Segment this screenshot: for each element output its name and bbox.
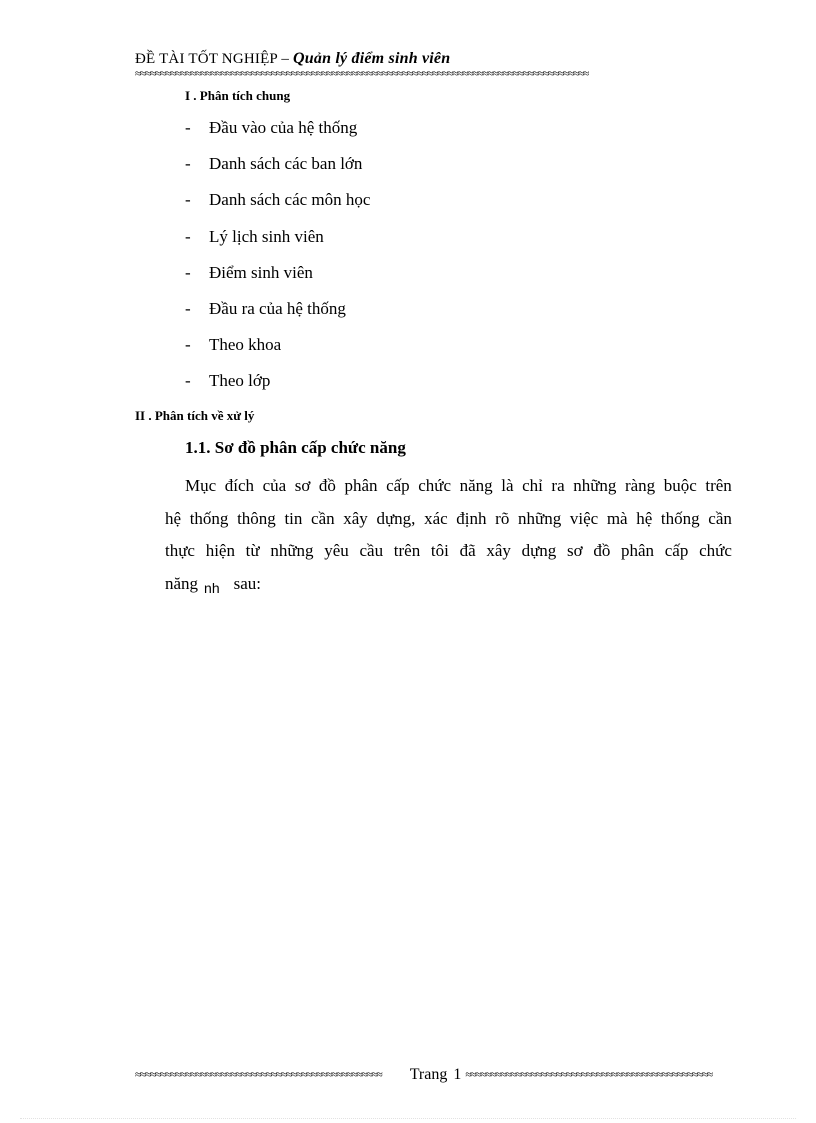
- paragraph-word: xây: [343, 508, 368, 528]
- paragraph-word: thống: [660, 508, 700, 528]
- list-dash: -: [185, 118, 191, 137]
- paragraph-word: hiện: [205, 541, 235, 560]
- list-dash: -: [185, 335, 191, 355]
- paragraph-word: cần: [708, 508, 732, 528]
- paragraph-word: đã: [459, 541, 476, 560]
- list-item: [185, 369, 370, 405]
- paragraph-word: sau:: [233, 573, 262, 593]
- paragraph-word: xây: [486, 541, 511, 560]
- header-topic: Quản lý điểm sinh viên: [293, 50, 451, 67]
- list-dash: -: [185, 262, 191, 282]
- list-item-text: Danh sách các môn học: [209, 190, 371, 210]
- list-item: [185, 152, 370, 188]
- paragraph-word: những: [517, 508, 562, 528]
- paragraph-word: chức: [418, 476, 452, 495]
- list-item-text: Lý lịch sinh viên: [209, 226, 324, 246]
- list-dash: -: [185, 371, 191, 391]
- list-item: [185, 188, 370, 224]
- paragraph-word: từ: [245, 541, 260, 560]
- paragraph-word: chỉ: [522, 476, 543, 495]
- page-bottom-divider: [20, 1118, 796, 1119]
- list-item: [185, 225, 370, 261]
- paragraph-word: cấp: [664, 541, 689, 560]
- page-header: [135, 50, 450, 68]
- footer-page-number: 1: [453, 1066, 462, 1083]
- paragraph-word: ra: [551, 476, 565, 495]
- paragraph-line: [165, 474, 732, 507]
- paragraph-word: định: [456, 508, 487, 528]
- paragraph-word: năng: [459, 476, 493, 495]
- list-dash: -: [185, 226, 191, 246]
- list-item-text: Đầu ra của hệ thống: [209, 298, 346, 318]
- paragraph-word: phân: [621, 541, 655, 560]
- paragraph-word: buộc: [663, 476, 697, 495]
- paragraph-word: cấp: [386, 476, 410, 495]
- paragraph-line: [165, 539, 732, 572]
- paragraph-word: sơ: [294, 476, 311, 495]
- paragraph-word: rõ: [495, 508, 510, 528]
- paragraph-word: dựng: [521, 541, 557, 560]
- list-item: [185, 116, 370, 152]
- paragraph-word: trên: [393, 541, 421, 560]
- paragraph-word: thông: [237, 508, 276, 528]
- paragraph-word: hệ: [636, 508, 653, 528]
- header-ornament-border: ≈≈≈≈≈≈≈≈≈≈≈≈≈≈≈≈≈≈≈≈≈≈≈≈≈≈≈≈≈≈≈≈≈≈≈≈≈≈≈≈≈≈≈≈≈≈≈≈≈≈≈≈≈≈≈≈≈≈≈≈≈≈≈≈≈≈≈≈≈≈≈≈≈≈≈≈≈≈≈≈≈≈≈≈≈≈≈≈≈≈: [135, 68, 589, 80]
- footer-ornament-left: ≈≈≈≈≈≈≈≈≈≈≈≈≈≈≈≈≈≈≈≈≈≈≈≈≈≈≈≈≈≈≈≈≈≈≈≈≈≈≈≈≈≈≈≈≈≈≈≈≈: [135, 1069, 382, 1081]
- list-item: [185, 261, 370, 297]
- paragraph-word: hệ: [165, 508, 182, 528]
- list-dash: -: [185, 190, 191, 210]
- paragraph-word: của: [262, 476, 287, 495]
- paragraph-word: những: [270, 541, 314, 560]
- list-item-text: Danh sách các ban lớn: [209, 154, 363, 174]
- paragraph-word: là: [501, 476, 514, 495]
- paragraph-word: những: [573, 476, 617, 495]
- paragraph-word: yêu: [324, 541, 349, 560]
- paragraph-word: ràng: [624, 476, 656, 495]
- paragraph-word: trên: [705, 476, 732, 495]
- paragraph-line: [165, 507, 732, 540]
- section-1-list: [185, 116, 370, 406]
- paragraph-word: đồ: [593, 541, 611, 560]
- list-item: [185, 333, 370, 369]
- list-dash: -: [185, 154, 191, 174]
- list-item-text: Theo lớp: [209, 371, 271, 391]
- page-footer: [135, 1065, 738, 1085]
- paragraph-word: việc: [569, 508, 599, 528]
- footer-page-label: Trang: [409, 1066, 448, 1083]
- paragraph-word: phân: [344, 476, 378, 495]
- paragraph-word: thống: [189, 508, 229, 528]
- list-item-text: Theo khoa: [209, 335, 282, 355]
- paragraph-word: cần: [311, 508, 335, 528]
- paragraph-word: thực: [165, 541, 195, 560]
- paragraph-word: tôi: [430, 541, 449, 560]
- paragraph-word: năng: [165, 573, 199, 593]
- section-2-heading: II . Phân tích về xử lý: [135, 408, 255, 423]
- subsection-heading: 1.1. Sơ đồ phân cấp chức năng: [185, 438, 406, 457]
- paragraph-word: dựng,: [376, 508, 416, 528]
- paragraph-small-fragment: nh: [204, 579, 220, 596]
- list-dash: -: [185, 298, 191, 318]
- paragraph-word: mà: [606, 508, 628, 528]
- paragraph-word: tin: [284, 508, 303, 528]
- paragraph-line: [165, 572, 732, 605]
- paragraph-word: cầu: [359, 541, 384, 560]
- paragraph-word: đồ: [318, 476, 336, 495]
- footer-ornament-right: ≈≈≈≈≈≈≈≈≈≈≈≈≈≈≈≈≈≈≈≈≈≈≈≈≈≈≈≈≈≈≈≈≈≈≈≈≈≈≈≈≈≈≈≈≈≈≈≈≈: [465, 1069, 713, 1081]
- list-item: [185, 297, 370, 333]
- header-label: ĐỀ TÀI TỐT NGHIỆP –: [135, 51, 294, 67]
- paragraph-word: chức: [699, 541, 732, 560]
- section-1-heading: I . Phân tích chung: [185, 88, 291, 103]
- list-item-text: Đầu vào của hệ thống: [209, 118, 358, 137]
- paragraph-word: Mục: [185, 476, 217, 495]
- list-item-text: Điểm sinh viên: [209, 262, 313, 282]
- paragraph-word: đích: [224, 476, 255, 495]
- paragraph-word: xác: [424, 508, 448, 528]
- paragraph-word: sơ: [567, 541, 583, 560]
- body-paragraph: [165, 474, 732, 604]
